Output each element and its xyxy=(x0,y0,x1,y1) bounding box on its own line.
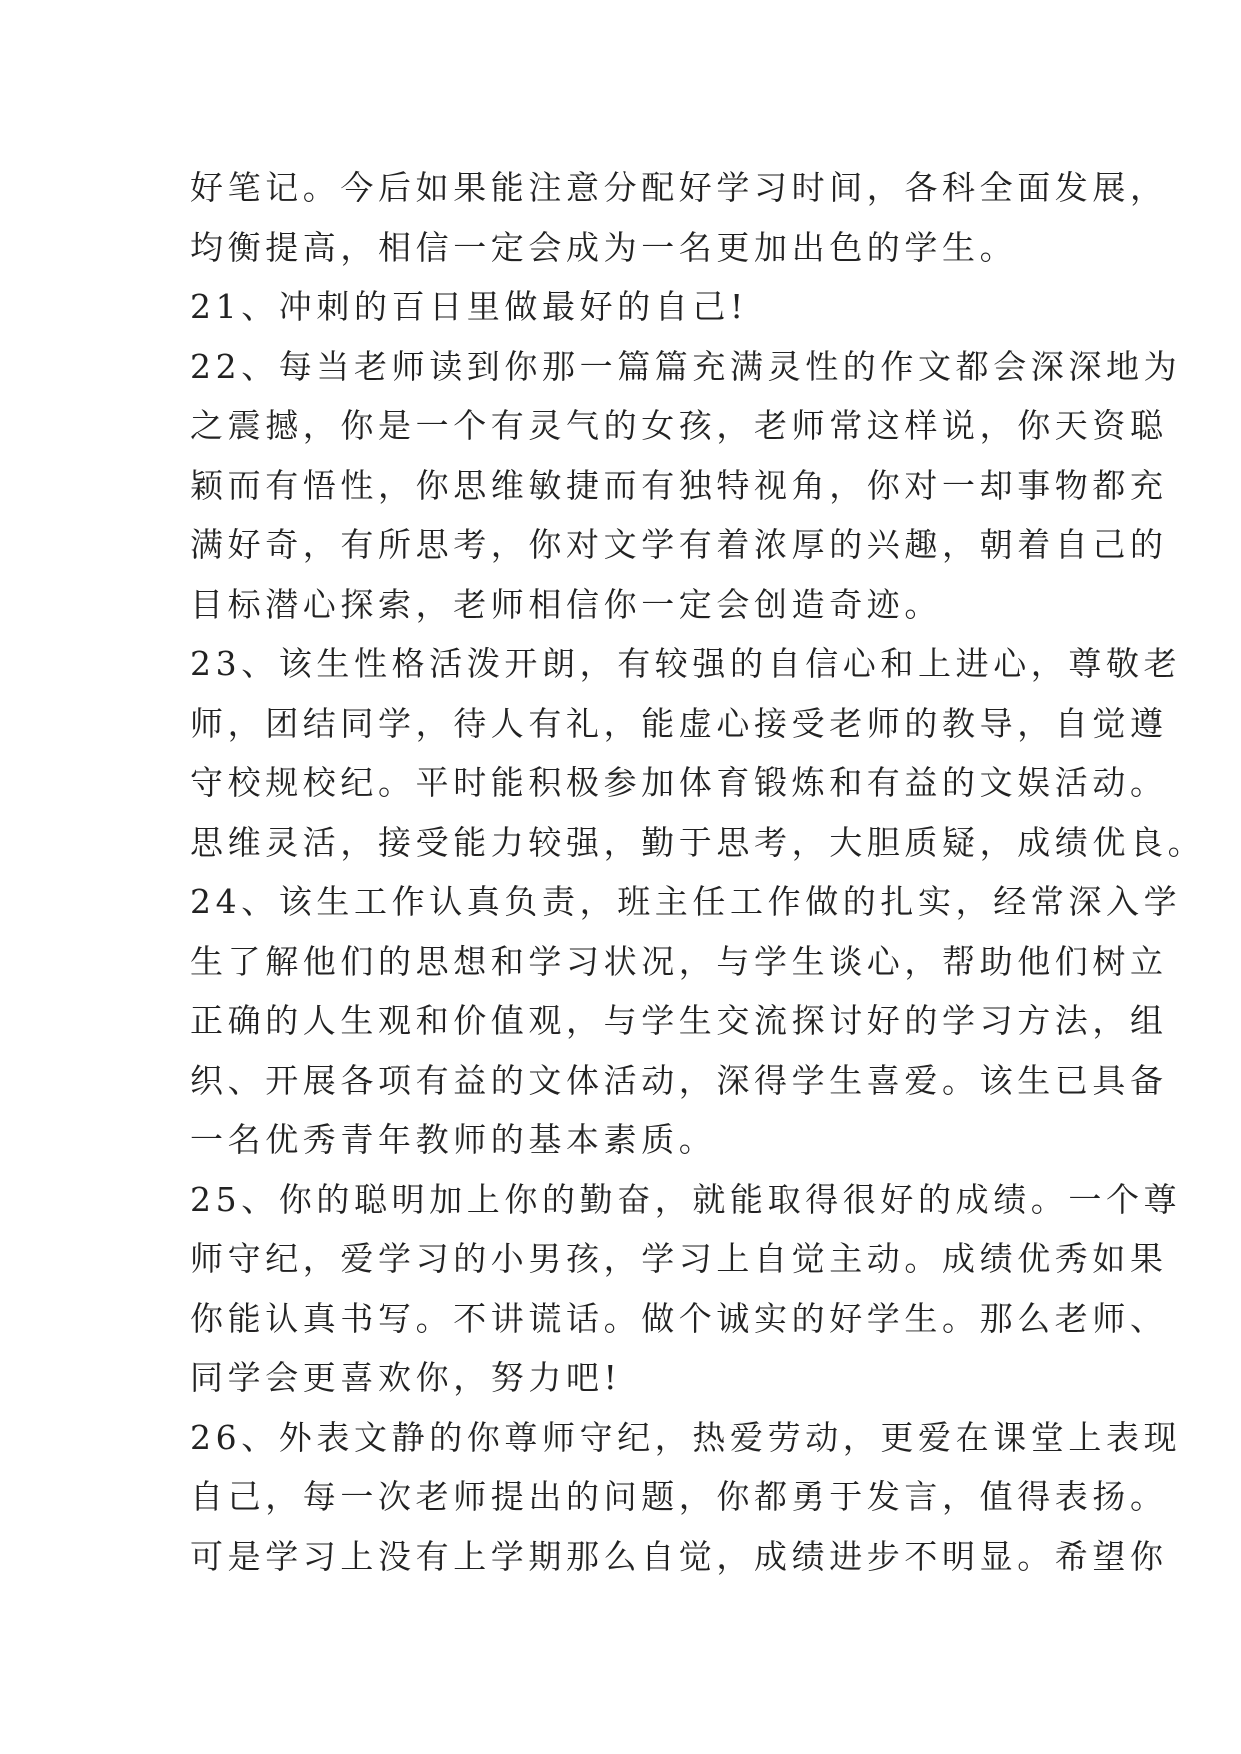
text-line: 守校规校纪。平时能积极参加体育锻炼和有益的文娱活动。 xyxy=(190,763,1168,802)
text-line: 25、你的聪明加上你的勤奋，就能取得很好的成绩。一个尊 xyxy=(190,1179,1182,1219)
text-line: 21、冲刺的百日里做最好的自己! xyxy=(190,287,748,326)
document-body xyxy=(190,158,1206,1586)
text-line: 之震撼，你是一个有灵气的女孩，老师常这样说，你天资聪 xyxy=(190,406,1168,445)
text-line: 22、每当老师读到你那一篇篇充满灵性的作文都会深深地为 xyxy=(190,346,1182,386)
text-line: 织、开展各项有益的文体活动，深得学生喜爱。该生已具备 xyxy=(190,1060,1168,1100)
text-line: 同学会更喜欢你，努力吧! xyxy=(190,1358,622,1397)
text-line: 自己，每一次老师提出的问题，你都勇于发言，值得表扬。 xyxy=(190,1477,1168,1516)
text-line: 可是学习上没有上学期那么自觉，成绩进步不明显。希望你 xyxy=(190,1536,1168,1576)
text-line: 满好奇，有所思考，你对文学有着浓厚的兴趣，朝着自己的 xyxy=(190,525,1168,564)
text-line: 好笔记。今后如果能注意分配好学习时间，各科全面发展， xyxy=(190,168,1168,207)
text-line: 正确的人生观和价值观，与学生交流探讨好的学习方法，组 xyxy=(190,1001,1168,1040)
text-line: 生了解他们的思想和学习状况，与学生谈心，帮助他们树立 xyxy=(190,941,1168,981)
text-line: 23、该生性格活泼开朗，有较强的自信心和上进心，尊敬老 xyxy=(190,644,1182,683)
text-line: 24、该生工作认真负责，班主任工作做的扎实，经常深入学 xyxy=(190,882,1182,921)
text-line: 目标潜心探索，老师相信你一定会创造奇迹。 xyxy=(190,584,942,624)
text-line: 师，团结同学，待人有礼，能虚心接受老师的教导，自觉遵 xyxy=(190,703,1168,743)
text-line: 一名优秀青年教师的基本素质。 xyxy=(190,1120,717,1159)
text-line: 26、外表文静的你尊师守纪，热爱劳动，更爱在课堂上表现 xyxy=(190,1417,1182,1457)
text-line: 你能认真书写。不讲谎话。做个诚实的好学生。那么老师、 xyxy=(190,1298,1168,1338)
text-line: 均衡提高，相信一定会成为一名更加出色的学生。 xyxy=(190,227,1018,267)
text-line: 思维灵活，接受能力较强，勤于思考，大胆质疑，成绩优良。 xyxy=(190,822,1206,862)
text-line: 师守纪，爱学习的小男孩，学习上自觉主动。成绩优秀如果 xyxy=(190,1239,1168,1278)
text-line: 颖而有悟性，你思维敏捷而有独特视角，你对一却事物都充 xyxy=(190,465,1168,505)
